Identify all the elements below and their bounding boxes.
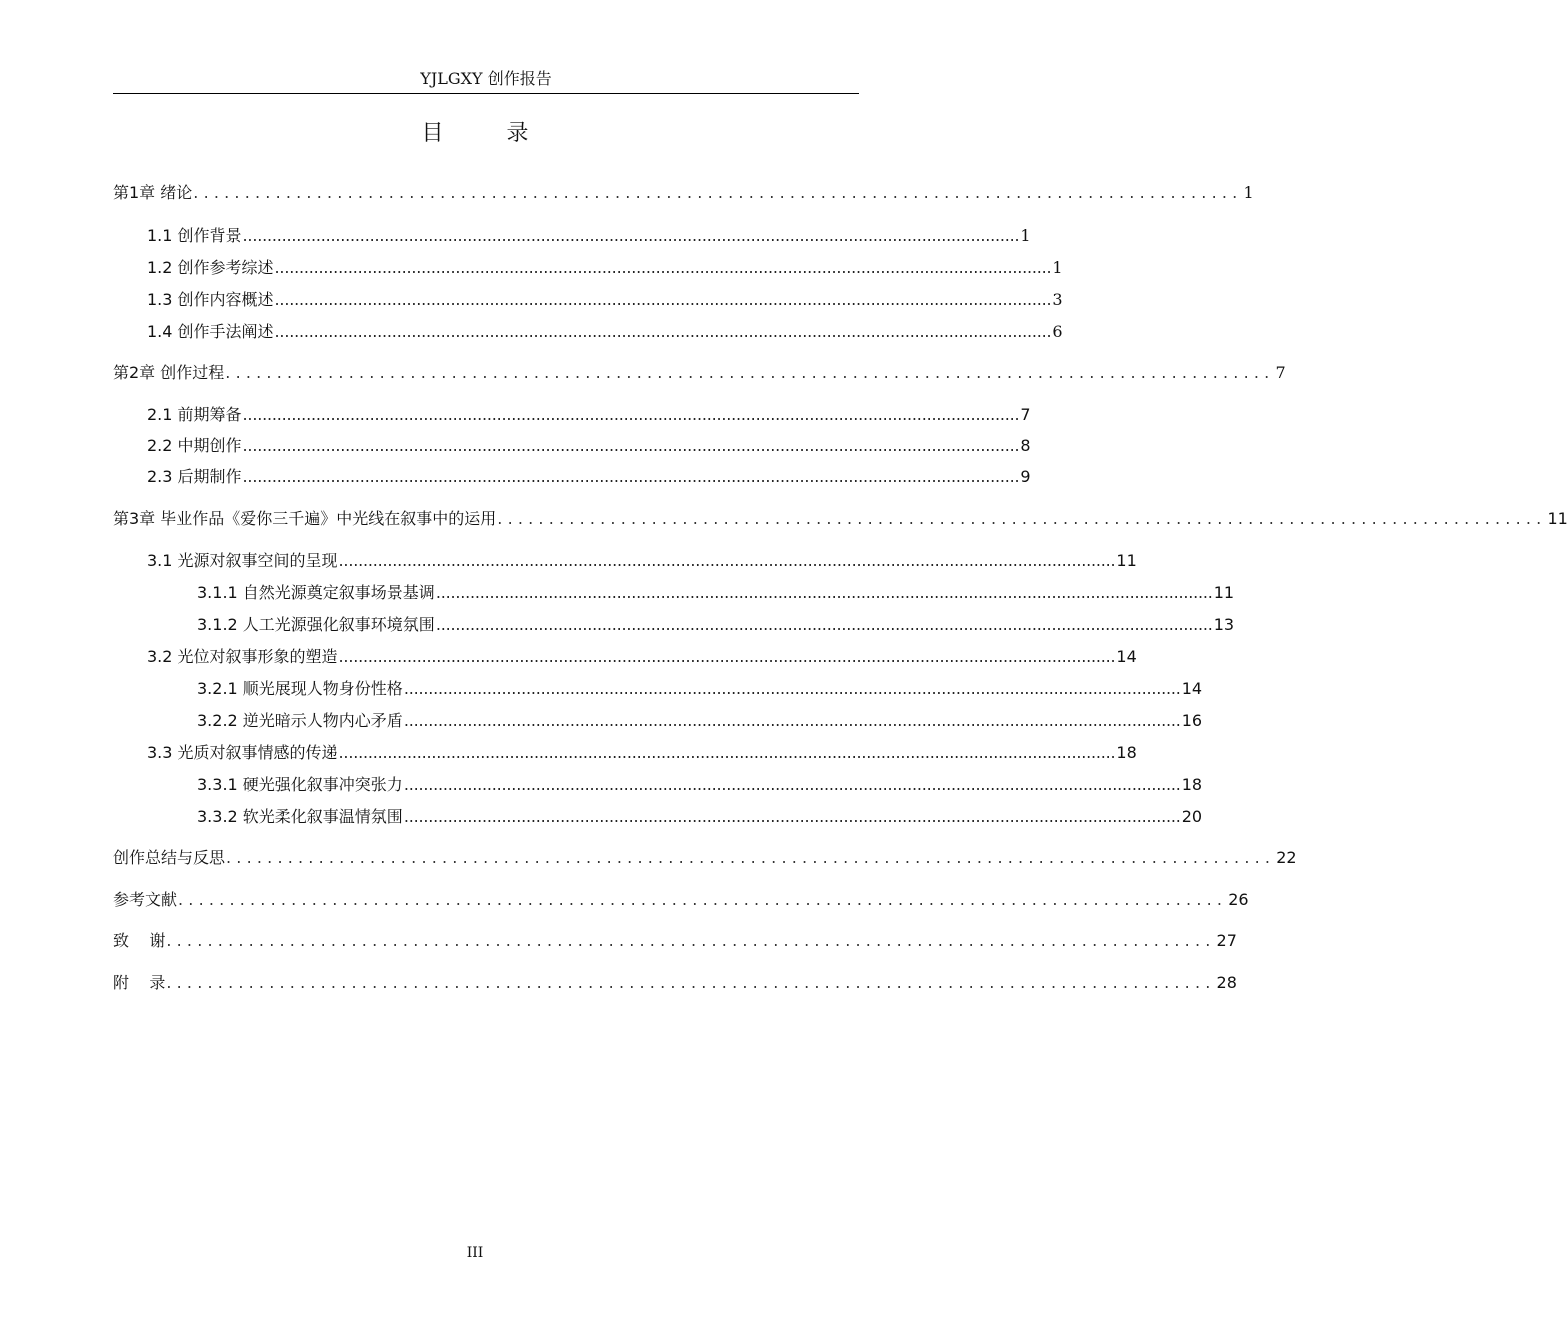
toc-entry-label: 3.3.2 软光柔化叙事温情氛围 bbox=[197, 807, 403, 826]
toc-entry-3-2-1[interactable] bbox=[197, 676, 1203, 702]
toc-entry-summary[interactable] bbox=[113, 845, 1297, 871]
running-header bbox=[113, 66, 859, 94]
toc-entry-3-3-2[interactable] bbox=[197, 804, 1203, 830]
dot-leader: ............................................................................................................................................................... bbox=[274, 290, 1052, 309]
toc-entry-page: 11 bbox=[1116, 551, 1137, 570]
toc-entry-label: 致 谢 bbox=[113, 931, 166, 950]
toc-entry-1-1[interactable] bbox=[147, 223, 1031, 249]
dot-leader: ............................................................................................................................................................... bbox=[242, 467, 1020, 486]
dot-leader: ............................................................................................................................................................... bbox=[274, 322, 1052, 341]
toc-entry-label: 3.1.1 自然光源奠定叙事场景基调 bbox=[197, 583, 435, 602]
dot-leader: ...................................................................................................... bbox=[226, 848, 1276, 867]
toc-title: 目 录 bbox=[421, 121, 557, 146]
toc-entry-page: 18 bbox=[1116, 743, 1137, 762]
toc-entry-3-1-1[interactable] bbox=[197, 580, 1235, 606]
dot-leader: ............................................................................................................................................................... bbox=[435, 615, 1213, 634]
toc-entry-label: 3.2.2 逆光暗示人物内心矛盾 bbox=[197, 711, 403, 730]
toc-entry-page: 11 bbox=[1213, 583, 1235, 602]
dot-leader: ............................................................................................................................................................... bbox=[403, 679, 1181, 698]
dot-leader: ............................................................................................................................................................... bbox=[435, 583, 1213, 602]
page-number: III bbox=[466, 1245, 484, 1261]
dot-leader: ...................................................................................................... bbox=[193, 183, 1243, 202]
toc-entry-label: 1.4 创作手法阐述 bbox=[147, 322, 274, 341]
dot-leader: ............................................................................................................................................................... bbox=[403, 775, 1181, 794]
toc-entry-label: 3.2 光位对叙事形象的塑造 bbox=[147, 647, 338, 666]
dot-leader: ............................................................................................................................................................... bbox=[242, 405, 1020, 424]
toc-entry-3-3-1[interactable] bbox=[197, 772, 1203, 798]
toc-entry-page: 11 bbox=[1547, 509, 1568, 528]
toc-entry-3-2[interactable] bbox=[147, 644, 1137, 670]
toc-entry-page: 1 bbox=[1052, 258, 1063, 277]
toc-entry-1-4[interactable] bbox=[147, 319, 1063, 345]
toc-entry-label: 1.1 创作背景 bbox=[147, 226, 242, 245]
toc-entry-page: 6 bbox=[1052, 322, 1063, 341]
toc-entry-2-2[interactable] bbox=[147, 433, 1031, 459]
toc-entry-2-1[interactable] bbox=[147, 402, 1031, 428]
toc-entry-3-2-2[interactable] bbox=[197, 708, 1203, 734]
toc-entry-page: 26 bbox=[1228, 890, 1249, 909]
toc-entry-label: 3.1 光源对叙事空间的呈现 bbox=[147, 551, 338, 570]
dot-leader: ............................................................................................................................................................... bbox=[242, 436, 1020, 455]
toc-entry-page: 28 bbox=[1216, 973, 1237, 992]
dot-leader: ............................................................................................................................................................... bbox=[338, 551, 1116, 570]
toc-entry-chapter-3[interactable] bbox=[113, 506, 1568, 532]
toc-entry-1-3[interactable] bbox=[147, 287, 1063, 313]
toc-entry-page: 14 bbox=[1116, 647, 1137, 666]
dot-leader: ...................................................................................................... bbox=[225, 363, 1275, 382]
toc-entry-page: 8 bbox=[1020, 436, 1031, 455]
toc-entry-label: 第3章 毕业作品《爱你三千遍》中光线在叙事中的运用 bbox=[113, 509, 497, 528]
toc-entry-label: 第2章 创作过程 bbox=[113, 363, 225, 382]
toc-entry-2-3[interactable] bbox=[147, 464, 1031, 490]
toc-entry-page: 14 bbox=[1181, 679, 1203, 698]
toc-entry-page: 18 bbox=[1181, 775, 1203, 794]
toc-entry-label: 3.3 光质对叙事情感的传递 bbox=[147, 743, 338, 762]
toc-entry-appendix[interactable] bbox=[113, 970, 1237, 996]
toc-entry-label: 创作总结与反思 bbox=[113, 848, 226, 867]
toc-entry-chapter-2[interactable] bbox=[113, 360, 1286, 386]
dot-leader: ............................................................................................................................................................... bbox=[274, 258, 1052, 277]
toc-entry-label: 1.2 创作参考综述 bbox=[147, 258, 274, 277]
dot-leader: ...................................................................................................... bbox=[178, 890, 1228, 909]
dot-leader: ............................................................................................................................................................... bbox=[338, 647, 1116, 666]
toc-entry-page: 16 bbox=[1181, 711, 1203, 730]
toc-entry-page: 27 bbox=[1216, 931, 1237, 950]
toc-entry-page: 1 bbox=[1020, 226, 1031, 245]
toc-entry-3-1[interactable] bbox=[147, 548, 1137, 574]
toc-entry-acknowledgements[interactable] bbox=[113, 928, 1237, 954]
dot-leader: ............................................................................................................................................................... bbox=[338, 743, 1116, 762]
toc-entry-page: 22 bbox=[1276, 848, 1297, 867]
toc-entry-label: 3.3.1 硬光强化叙事冲突张力 bbox=[197, 775, 403, 794]
toc-entry-label: 2.2 中期创作 bbox=[147, 436, 242, 455]
dot-leader: ...................................................................................................... bbox=[166, 931, 1216, 950]
toc-entry-page: 1 bbox=[1243, 183, 1254, 202]
toc-entry-3-1-2[interactable] bbox=[197, 612, 1235, 638]
dot-leader: ...................................................................................................... bbox=[166, 973, 1216, 992]
toc-entry-page: 3 bbox=[1052, 290, 1063, 309]
toc-entry-label: 2.3 后期制作 bbox=[147, 467, 242, 486]
toc-entry-references[interactable] bbox=[113, 887, 1249, 913]
toc-entry-label: 附 录 bbox=[113, 973, 166, 992]
toc-entry-page: 13 bbox=[1213, 615, 1235, 634]
toc-entry-label: 参考文献 bbox=[113, 890, 178, 909]
toc-entry-label: 1.3 创作内容概述 bbox=[147, 290, 274, 309]
toc-entry-label: 第1章 绪论 bbox=[113, 183, 193, 202]
dot-leader: ............................................................................................................................................................... bbox=[403, 807, 1181, 826]
toc-entry-label: 2.1 前期筹备 bbox=[147, 405, 242, 424]
toc-entry-1-2[interactable] bbox=[147, 255, 1063, 281]
dot-leader: ............................................................................................................................................................... bbox=[403, 711, 1181, 730]
dot-leader: ............................................................................................................................................................... bbox=[242, 226, 1020, 245]
toc-entry-chapter-1[interactable] bbox=[113, 180, 1254, 206]
header-text: YJLGXY 创作报告 bbox=[420, 69, 552, 88]
toc-entry-page: 9 bbox=[1020, 467, 1031, 486]
toc-entry-3-3[interactable] bbox=[147, 740, 1137, 766]
toc-entry-page: 7 bbox=[1275, 363, 1286, 382]
toc-entry-page: 20 bbox=[1181, 807, 1203, 826]
toc-entry-page: 7 bbox=[1020, 405, 1031, 424]
toc-entry-label: 3.1.2 人工光源强化叙事环境氛围 bbox=[197, 615, 435, 634]
dot-leader: ...................................................................................................... bbox=[497, 509, 1547, 528]
toc-entry-label: 3.2.1 顺光展现人物身份性格 bbox=[197, 679, 403, 698]
